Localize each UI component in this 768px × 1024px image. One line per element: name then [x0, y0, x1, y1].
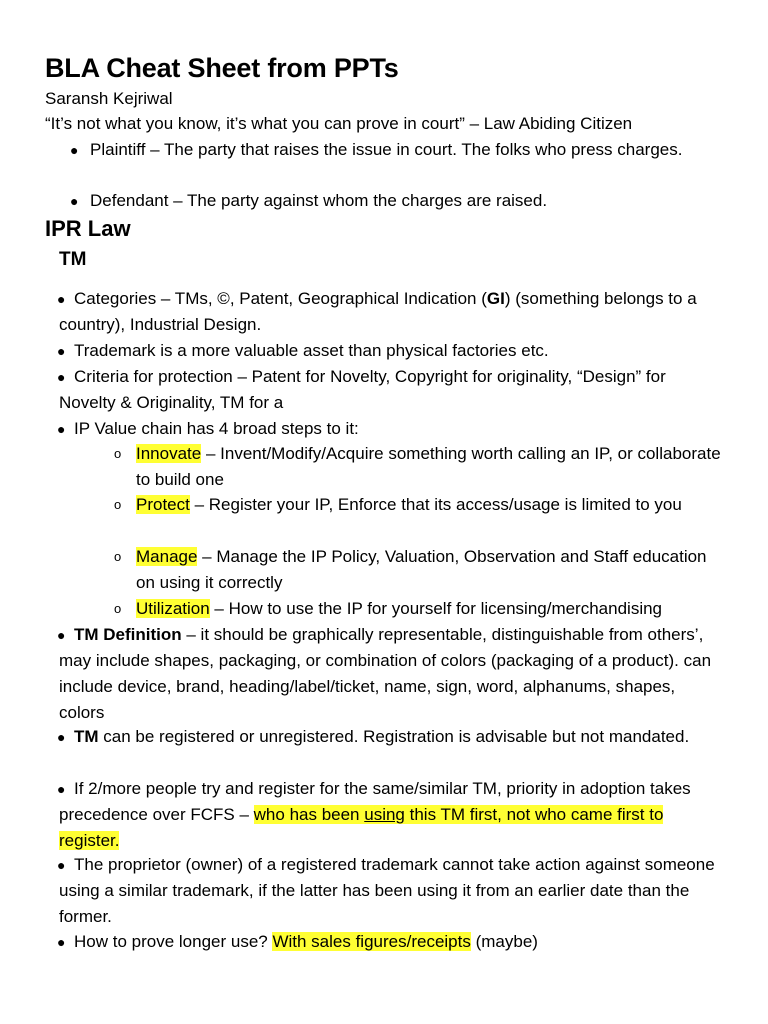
hollow-bullet-icon: o	[114, 446, 122, 461]
list-item-trademark-value	[59, 338, 719, 364]
list-item-text: The proprietor (owner) of a registered trademark cannot take action against someone using a similar trademark, if the latter has been using it from an earlier date than the former.	[59, 855, 715, 926]
document-title: BLA Cheat Sheet from PPTs	[45, 53, 399, 83]
bullet-icon: ●	[57, 934, 66, 950]
sub-item-manage	[114, 544, 726, 596]
underlined-word: using	[364, 805, 405, 824]
sub-item-utilization	[114, 596, 746, 622]
list-item-text-end: (maybe)	[470, 932, 538, 951]
list-item-prove-use	[59, 929, 719, 955]
subsection-heading: TM	[59, 249, 87, 270]
highlighted-term: Utilization	[136, 599, 210, 618]
bullet-icon: ●	[57, 781, 66, 797]
list-item-text: Plaintiff – The party that raises the issue in court. The folks who press charges.	[90, 140, 683, 159]
list-item-criteria	[59, 364, 719, 416]
hollow-bullet-icon: o	[114, 601, 122, 616]
list-item-defendant	[70, 188, 690, 214]
list-item-plaintiff	[70, 137, 690, 163]
bullet-icon: ●	[57, 857, 66, 873]
sub-item-text: – How to use the IP for yourself for licensing/merchandising	[209, 599, 663, 618]
categories-text-a: Categories – TMs, ©, Patent, Geographical Indication (	[74, 289, 487, 308]
sub-item-innovate	[114, 441, 726, 493]
bold-term: TM Definition	[74, 625, 182, 644]
sub-item-text: – Manage the IP Policy, Valuation, Observation and Staff education on using it correctly	[136, 547, 707, 592]
categories-gi: GI	[486, 289, 505, 308]
hollow-bullet-icon: o	[114, 497, 122, 512]
highlighted-term: Protect	[136, 495, 190, 514]
list-item-tm-registration	[59, 724, 719, 750]
bullet-icon: ●	[57, 291, 66, 307]
list-item-proprietor	[59, 852, 719, 930]
list-item-text: can be registered or unregistered. Registration is advisable but not mandated.	[98, 727, 690, 746]
bold-term: TM	[74, 727, 99, 746]
list-item-priority	[59, 776, 719, 854]
highlighted-text: With sales figures/receipts	[272, 932, 471, 951]
bullet-icon: ●	[70, 142, 79, 158]
highlighted-text-a: who has been	[253, 805, 365, 824]
bullet-icon: ●	[57, 369, 66, 385]
list-item-text: Defendant – The party against whom the charges are raised.	[90, 191, 548, 210]
bullet-icon: ●	[70, 193, 79, 209]
list-item-tm-definition	[59, 622, 719, 726]
hollow-bullet-icon: o	[114, 549, 122, 564]
bullet-icon: ●	[57, 729, 66, 745]
list-item-text: – it should be graphically representable, distinguishable from others’, may include shapes, packaging, or combination of colors (packaging of a product). can include device, brand, heading/label/ticket, name, sign, word, alphanums, shapes, colors	[59, 625, 712, 722]
sub-item-text: – Invent/Modify/Acquire something worth calling an IP, or collaborate to build one	[136, 444, 721, 489]
list-item-text: How to prove longer use?	[74, 932, 273, 951]
list-item-text: Trademark is a more valuable asset than physical factories etc.	[74, 341, 549, 360]
list-item-value-chain	[59, 416, 719, 442]
highlighted-term: Innovate	[136, 444, 202, 463]
list-item-text: If 2/more people try and register for the same/similar TM, priority in adoption takes precedence over FCFS –	[59, 779, 691, 824]
epigraph-quote: “It’s not what you know, it’s what you can prove in court” – Law Abiding Citizen	[45, 114, 633, 133]
author-name: Saransh Kejriwal	[45, 89, 173, 108]
sub-item-text: – Register your IP, Enforce that its access/usage is limited to you	[189, 495, 682, 514]
sub-item-protect	[114, 492, 726, 518]
bullet-icon: ●	[57, 421, 66, 437]
bullet-icon: ●	[57, 343, 66, 359]
section-heading: IPR Law	[45, 216, 131, 241]
bullet-icon: ●	[57, 627, 66, 643]
categories-text-c: ) (something belongs to a country), Industrial Design.	[59, 289, 697, 334]
list-item-text: Criteria for protection – Patent for Novelty, Copyright for originality, “Design” for Novelty & Originality, TM for a	[59, 367, 666, 412]
list-item-text: IP Value chain has 4 broad steps to it:	[74, 419, 359, 438]
highlighted-term: Manage	[136, 547, 198, 566]
list-item-categories	[59, 286, 719, 338]
highlighted-text-b: this TM first, not who came first to register.	[59, 805, 664, 850]
